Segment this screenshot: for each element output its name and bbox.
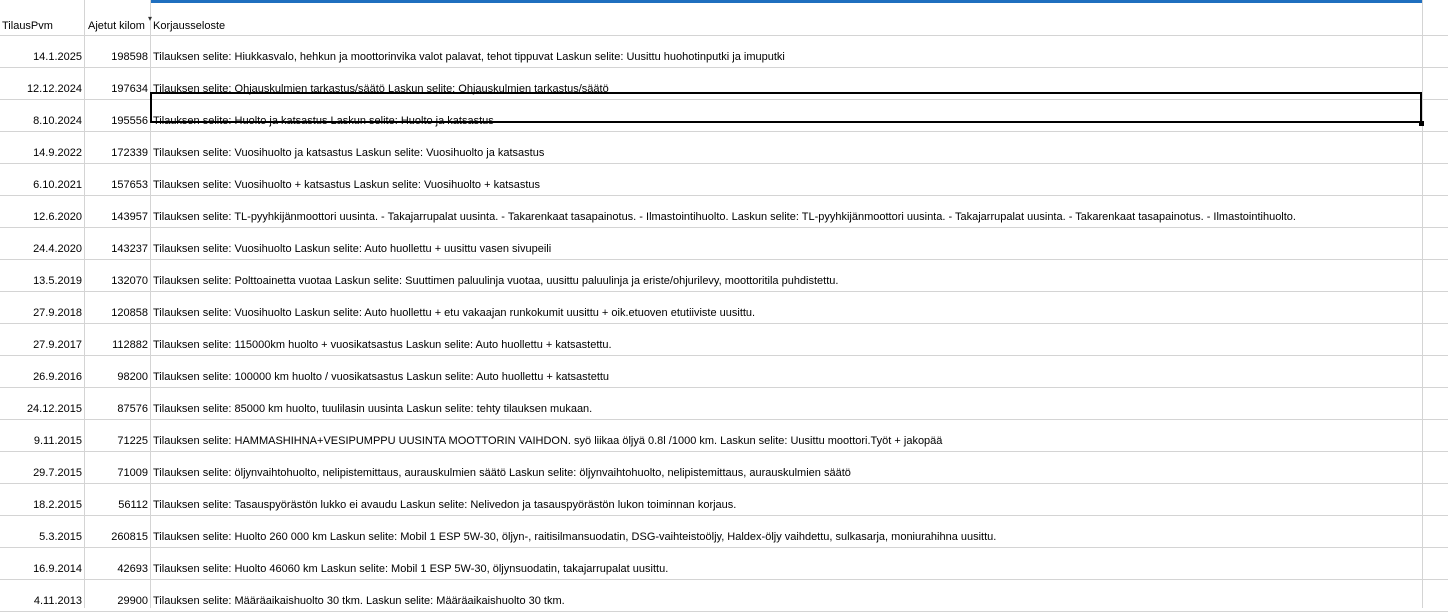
description-cell[interactable]: Tilauksen selite: 115000km huolto + vuosikatsastus Laskun selite: Auto huollettu + katsastettu. xyxy=(153,339,612,351)
km-cell[interactable]: 29900 xyxy=(117,595,148,607)
km-cell[interactable]: 195556 xyxy=(111,115,148,127)
km-cell[interactable]: 71225 xyxy=(117,435,148,447)
description-cell[interactable]: Tilauksen selite: Vuosihuolto ja katsastus Laskun selite: Vuosihuolto ja katsastus xyxy=(153,147,545,159)
km-cell[interactable]: 197634 xyxy=(111,83,148,95)
table-row xyxy=(0,484,1448,516)
table-row xyxy=(0,196,1448,228)
table-row xyxy=(0,548,1448,580)
description-cell[interactable]: Tilauksen selite: TL-pyyhkijänmoottori uusinta. - Takajarrupalat uusinta. - Takarenkaat tasapainotus. - Ilmastointihuolto. Laskun selite: TL-pyyhkijänmoottori uusinta. - Takajarrupalat uusinta. - Takarenkaat tasapainotus. - Ilmastointihuolto. xyxy=(153,211,1296,223)
description-cell[interactable]: Tilauksen selite: Vuosihuolto Laskun selite: Auto huollettu + etu vakaajan runkokumit uusittu + oik.etuoven etutiiviste uusittu. xyxy=(153,307,756,319)
description-cell[interactable]: Tilauksen selite: öljynvaihtohuolto, nelipistemittaus, aurauskulmien säätö Laskun selite: öljynvaihtohuolto, nelipistemittaus, aurauskulmien säätö xyxy=(153,467,851,479)
table-row xyxy=(0,68,1448,100)
km-cell[interactable]: 98200 xyxy=(117,371,148,383)
table-row xyxy=(0,356,1448,388)
header-cell-description[interactable]: Korjausseloste xyxy=(153,20,226,32)
km-cell[interactable]: 143237 xyxy=(111,243,148,255)
date-cell[interactable]: 26.9.2016 xyxy=(33,371,82,383)
date-cell[interactable]: 4.11.2013 xyxy=(33,595,82,607)
date-cell[interactable]: 18.2.2015 xyxy=(33,499,82,511)
km-cell[interactable]: 143957 xyxy=(111,211,148,223)
description-cell[interactable]: Tilauksen selite: Tasauspyörästön lukko ei avaudu Laskun selite: Nelivedon ja tasauspyörästön lukon toiminnan korjaus. xyxy=(153,499,737,511)
table-row xyxy=(0,452,1448,484)
header-cell-date[interactable]: TilausPvm xyxy=(2,20,53,32)
km-cell[interactable]: 172339 xyxy=(111,147,148,159)
description-cell[interactable]: Tilauksen selite: 85000 km huolto, tuulilasin uusinta Laskun selite: tehty tilauksen mukaan. xyxy=(153,403,593,415)
table-row xyxy=(0,580,1448,612)
description-cell[interactable]: Tilauksen selite: Huolto ja katsastus Laskun selite: Huolto ja katsastus xyxy=(153,115,494,127)
table-row xyxy=(0,292,1448,324)
table-row xyxy=(0,516,1448,548)
km-cell[interactable]: 87576 xyxy=(117,403,148,415)
description-cell[interactable]: Tilauksen selite: Huolto 260 000 km Laskun selite: Mobil 1 ESP 5W-30, öljyn-, raitisilmansuodatin, DSG-vaihteistoöljy, Haldex-öljy vaihdettu, sulkasarja, moniurahihna uusittu. xyxy=(153,531,997,543)
header-cell-km[interactable]: Ajetut kilom xyxy=(88,20,145,32)
date-cell[interactable]: 6.10.2021 xyxy=(33,179,82,191)
description-cell[interactable]: Tilauksen selite: Huolto 46060 km Laskun selite: Mobil 1 ESP 5W-30, öljynsuodatin, takajarrupalat uusittu. xyxy=(153,563,669,575)
date-cell[interactable]: 14.1.2025 xyxy=(33,51,82,63)
date-cell[interactable]: 13.5.2019 xyxy=(33,275,82,287)
date-cell[interactable]: 29.7.2015 xyxy=(33,467,82,479)
column-resize-icon: ▾ xyxy=(148,14,153,23)
date-cell[interactable]: 5.3.2015 xyxy=(39,531,82,543)
table-row xyxy=(0,260,1448,292)
date-cell[interactable]: 27.9.2018 xyxy=(33,307,82,319)
date-cell[interactable]: 27.9.2017 xyxy=(33,339,82,351)
km-cell[interactable]: 132070 xyxy=(111,275,148,287)
km-cell[interactable]: 71009 xyxy=(117,467,148,479)
date-cell[interactable]: 12.6.2020 xyxy=(33,211,82,223)
table-row xyxy=(0,228,1448,260)
date-cell[interactable]: 24.12.2015 xyxy=(26,403,82,415)
km-cell[interactable]: 198598 xyxy=(111,51,148,63)
description-cell[interactable]: Tilauksen selite: HAMMASHIHNA+VESIPUMPPU UUSINTA MOOTTORIN VAIHDON. syö liikaa öljyä 0.8l /1000 km. Laskun selite: Uusittu moottori.Työt + jakopää xyxy=(153,435,943,447)
date-cell[interactable]: 14.9.2022 xyxy=(33,147,82,159)
description-cell[interactable]: Tilauksen selite: Vuosihuolto Laskun selite: Auto huollettu + uusittu vasen sivupeili xyxy=(153,243,552,255)
table-row xyxy=(0,388,1448,420)
description-cell[interactable]: Tilauksen selite: Määräaikaishuolto 30 tkm. Laskun selite: Määräaikaishuolto 30 tkm. xyxy=(153,595,565,607)
description-cell[interactable]: Tilauksen selite: Ohjauskulmien tarkastus/säätö Laskun selite: Ohjauskulmien tarkastus/säätö xyxy=(153,83,609,95)
header-row xyxy=(0,0,1448,36)
table-row xyxy=(0,420,1448,452)
table-row xyxy=(0,100,1448,132)
km-cell[interactable]: 112882 xyxy=(112,339,148,351)
km-cell[interactable]: 42693 xyxy=(117,563,148,575)
table-row xyxy=(0,132,1448,164)
km-cell[interactable]: 260815 xyxy=(111,531,148,543)
description-cell[interactable]: Tilauksen selite: Vuosihuolto + katsastus Laskun selite: Vuosihuolto + katsastus xyxy=(153,179,541,191)
date-cell[interactable]: 24.4.2020 xyxy=(33,243,82,255)
date-cell[interactable]: 8.10.2024 xyxy=(33,115,82,127)
date-cell[interactable]: 16.9.2014 xyxy=(33,563,82,575)
date-cell[interactable]: 9.11.2015 xyxy=(33,435,82,447)
km-cell[interactable]: 56112 xyxy=(118,499,148,511)
description-cell[interactable]: Tilauksen selite: 100000 km huolto / vuosikatsastus Laskun selite: Auto huollettu + katsastettu xyxy=(153,371,610,383)
description-cell[interactable]: Tilauksen selite: Polttoainetta vuotaa Laskun selite: Suuttimen paluulinja vuotaa, uusittu paluulinja ja eriste/ohjurilevy, moottoritila puhdistettu. xyxy=(153,275,839,287)
km-cell[interactable]: 157653 xyxy=(111,179,148,191)
fill-handle[interactable] xyxy=(1419,121,1424,126)
table-row xyxy=(0,324,1448,356)
table-row xyxy=(0,164,1448,196)
description-cell[interactable]: Tilauksen selite: Hiukkasvalo, hehkun ja moottorinvika valot palavat, tehot tippuvat Laskun selite: Uusittu huohotinputki ja imuputki xyxy=(153,51,785,63)
date-cell[interactable]: 12.12.2024 xyxy=(26,83,82,95)
km-cell[interactable]: 120858 xyxy=(111,307,148,319)
table-row xyxy=(0,36,1448,68)
